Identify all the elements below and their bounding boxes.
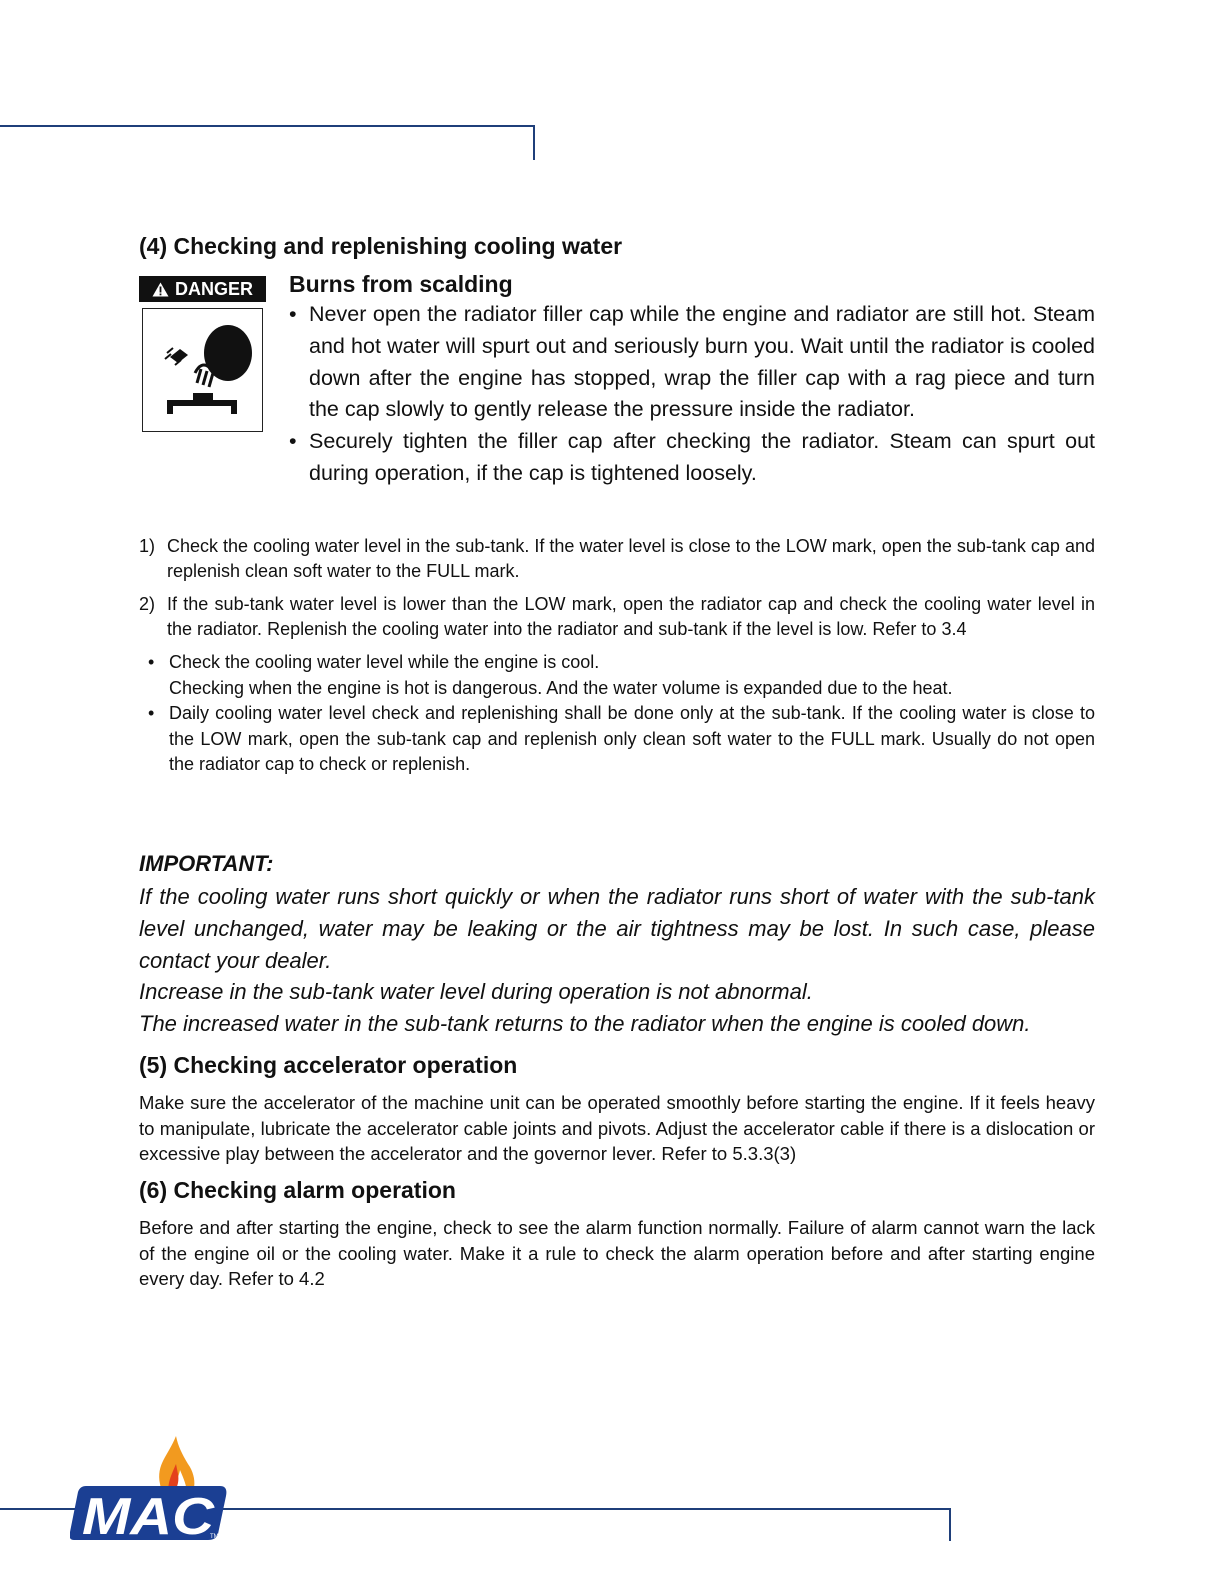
note-line: • Daily cooling water level check and replenishing shall be done only at the sub-tank. If the cooling water is close to the LOW mark, open the sub-tank cap and replenish only clean soft water to the FULL mark. Usually do not open the radiator cap to check or replenish.	[169, 703, 1095, 774]
section-5-title: (5) Checking accelerator operation	[139, 1052, 518, 1078]
danger-bullet-list	[289, 299, 1095, 490]
important-paragraph: If the cooling water runs short quickly or when the radiator runs short of water with the sub-tank level unchanged, water may be leaking or the air tightness may be lost. In such case, please contact your dealer.	[139, 884, 1095, 973]
logo-trademark: TM	[210, 1534, 219, 1540]
note-line: Checking when the engine is hot is dangerous. And the water volume is expanded due to the heat.	[169, 677, 953, 698]
step-item	[139, 534, 1095, 583]
scalding-hazard-pictogram	[142, 308, 263, 432]
danger-label-text: DANGER	[174, 278, 253, 299]
warning-triangle-icon	[152, 282, 169, 297]
logo-text: MAC	[82, 1488, 216, 1542]
note-list	[148, 650, 1095, 778]
important-paragraph: The increased water in the sub-tank returns to the radiator when the engine is cooled down.	[139, 1011, 1031, 1037]
danger-bullet: • Securely tighten the filler cap after checking the radiator. Steam can spurt out during operation, if the cap is tightened loosely.	[289, 426, 1095, 490]
section-6-title: (6) Checking alarm operation	[139, 1177, 456, 1203]
mac-logo	[70, 1434, 232, 1542]
step-text: Check the cooling water level in the sub-tank. If the water level is close to the LOW mark, open the sub-tank cap and replenish clean soft water to the FULL mark.	[167, 536, 1095, 581]
mac-logo-mark	[70, 1434, 232, 1542]
note-item	[148, 701, 1095, 778]
section-4-title: (4) Checking and replenishing cooling water	[139, 233, 623, 259]
step-item	[139, 592, 1095, 641]
step-number: 2)	[139, 594, 156, 614]
top-rule-tick	[533, 125, 535, 160]
step-list	[139, 534, 1095, 650]
note-item	[148, 650, 1095, 701]
step-number: 1)	[139, 536, 156, 556]
step-text: If the sub-tank water level is lower than the LOW mark, open the radiator cap and check the cooling water level in the radiator. Replenish the cooling water into the radiator and sub-tank if the level is low. Refer to 3.4	[167, 594, 1095, 639]
bottom-rule-tick	[949, 1508, 951, 1541]
note-line: • Check the cooling water level while the engine is cool.	[169, 652, 600, 672]
danger-title: Burns from scalding	[289, 271, 513, 297]
steam-burn-icon	[143, 309, 261, 430]
section-5-body: Make sure the accelerator of the machine unit can be operated smoothly before starting the engine. If it feels heavy to manipulate, lubricate the accelerator cable joints and pivots. Adjust the accelerator cable if there is a dislocation or excessive play between the accelerator and the governor lever. Refer to 5.3.3(3)	[139, 1092, 1095, 1165]
important-heading: IMPORTANT:	[139, 851, 274, 876]
danger-bullet: • Never open the radiator filler cap while the engine and radiator are still hot. Steam and hot water will spurt out and seriously burn you. Wait until the radiator is cooled down after the engine has stopped, wrap the filler cap with a rag piece and turn the cap slowly to gently release the pressure inside the radiator.	[289, 299, 1095, 426]
danger-label	[139, 276, 266, 302]
important-paragraph: Increase in the sub-tank water level during operation is not abnormal.	[139, 979, 813, 1005]
section-6-body: Before and after starting the engine, check to see the alarm function normally. Failure of alarm cannot warn the lack of the engine oil or the cooling water. Make it a rule to check the alarm operation before and after starting engine every day. Refer to 4.2	[139, 1217, 1095, 1290]
important-body	[139, 881, 1095, 1040]
top-rule	[0, 125, 534, 127]
